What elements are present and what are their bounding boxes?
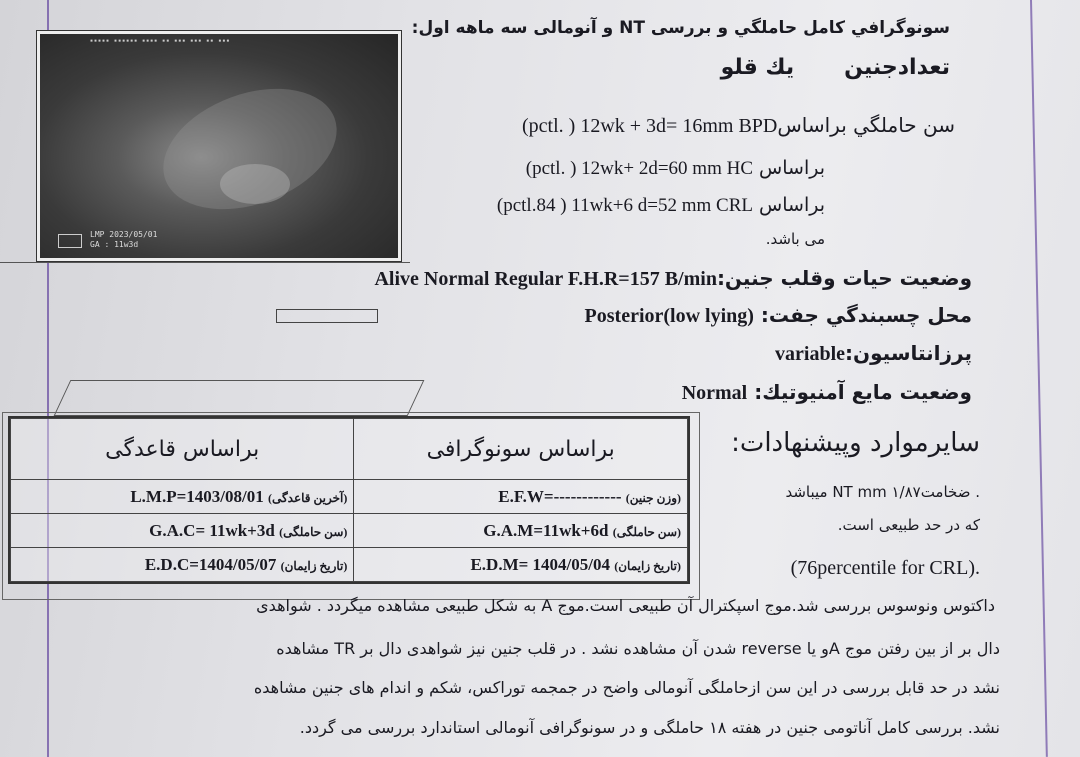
afi-line	[682, 380, 972, 405]
lmp-cell: (آخرین قاعدگی) L.M.P=1403/08/01	[11, 480, 354, 514]
printer-tray	[54, 380, 425, 416]
edc-cell: (تاریخ زایمان) E.D.C=1404/05/07	[11, 548, 354, 582]
presentation-value: variable	[775, 343, 846, 365]
table-header-row	[11, 419, 688, 480]
presentation-line	[775, 341, 972, 366]
afi-label: وضعيت مايع آمنيوتيك:	[754, 380, 972, 404]
header-lmp: براساس قاعدگی	[11, 419, 354, 480]
efw-cell: (وزن جنین) E.F.W=------------	[354, 480, 688, 514]
hc-label: براساس	[759, 157, 825, 179]
placenta-line	[585, 303, 972, 328]
gam-cell: (سن حاملگی) G.A.M=11wk+6d	[354, 514, 688, 548]
crl-line	[497, 194, 825, 217]
gac-cell: (سن حاملگی) G.A.C= 11wk+3d	[11, 514, 354, 548]
percentile-line: .(76percentile for CRL)	[790, 557, 980, 579]
ultrasound-image-frame	[36, 30, 402, 262]
lmp-stamp: LMP 2023/05/01	[90, 230, 158, 239]
nt-line: . ضخامتNT mm ۱/۸۷ میباشد	[785, 483, 980, 501]
ultrasound-echo	[147, 67, 354, 232]
table-row	[11, 514, 688, 548]
presentation-label: پرزانتاسيون:	[845, 341, 972, 365]
ultrasound-echo	[220, 164, 290, 204]
hc-line	[526, 157, 825, 180]
printer-slot	[276, 309, 378, 323]
paragraph-line: داکتوس ونوسوس بررسی شد.موج اسپکترال آن طبیعی است.موج A به شکل طبیعی مشاهده میگردد . شواهدی	[256, 596, 995, 615]
bpd-label: سن حاملگي براساس	[777, 113, 955, 137]
paragraph-line: نشد در حد قابل بررسی در این سن ازحاملگی آنومالی واضح در جمجمه توراکس، شکم و اندام های جنین مشاهده	[253, 678, 1000, 697]
afi-value: Normal	[681, 382, 748, 404]
ga-stamp: GA : 11w3d	[90, 240, 139, 249]
table-row	[11, 548, 688, 582]
fetus-count-label: تعدادجنين	[844, 55, 950, 80]
nt-normal-line: که در حد طبیعی است.	[837, 516, 980, 534]
probe-icon	[58, 234, 82, 248]
ultrasound-stamp	[90, 230, 157, 250]
fetus-count-value: يك قلو	[720, 55, 795, 80]
header-sonography: براساس سونوگرافی	[354, 419, 688, 480]
paragraph-line: نشد. بررسی کامل آناتومی جنین در هفته ۱۸ حاملگی و در سونوگرافی آنومالی استاندارد بررسی می گردد.	[299, 718, 1000, 737]
fetus-count-line	[721, 55, 950, 80]
bpd-value: (pctl. ) 12wk + 3d= 16mm BPD	[522, 115, 778, 137]
crl-value: (pctl.84 ) 11wk+6 d=52 mm CRL	[496, 195, 753, 216]
fhr-value: Alive Normal Regular F.H.R=157 B/min	[374, 268, 717, 290]
fhr-line	[374, 266, 972, 291]
placenta-value: Posterior(low lying)	[584, 305, 754, 327]
dates-table	[8, 416, 690, 584]
edm-cell: (تاریخ زایمان) E.D.M= 1404/05/04	[354, 548, 688, 582]
biometry-suffix: می باشد.	[765, 230, 825, 248]
report-title: سونوگرافي كامل حاملگي و بررسی NT و آنومالی سه ماهه اول:	[411, 18, 950, 38]
ultrasound-header-strip: ▪▪▪▪▪ ▪▪▪▪▪▪ ▪▪▪▪ ▪▪ ▪▪▪ ▪▪▪ ▪▪ ▪▪▪	[90, 38, 231, 44]
table-row	[11, 480, 688, 514]
placenta-label: محل چسبندگي جفت:	[760, 303, 972, 327]
paragraph-line: دال بر از بین رفتن موج Aو یا reverse شدن آن مشاهده نشد . در قلب جنین نیز شواهدی دال بر TR مشاهده	[276, 639, 1000, 658]
bpd-line	[522, 113, 955, 138]
other-remarks-title: سايرموارد وپيشنهادات:	[731, 428, 980, 458]
margin-line-right	[1030, 0, 1048, 757]
fhr-label: وضعيت حيات وقلب جنين:	[716, 266, 972, 290]
ultrasound-image	[40, 34, 398, 258]
hc-value: (pctl. ) 12wk+ 2d=60 mm HC	[525, 158, 753, 179]
printer-outline	[0, 262, 410, 293]
crl-label: براساس	[759, 194, 825, 216]
